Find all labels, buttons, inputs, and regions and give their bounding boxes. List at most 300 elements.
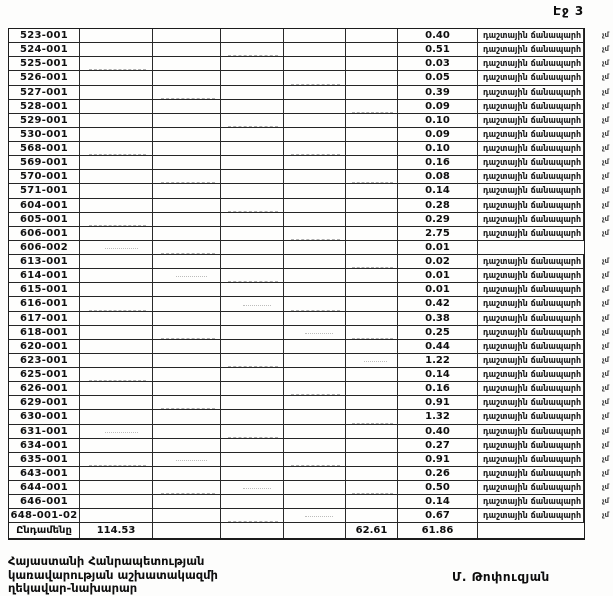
- table-row: [9, 100, 609, 114]
- road-code: 620-001: [20, 340, 68, 352]
- road-type-cell: [478, 227, 584, 240]
- empty-cell: [346, 213, 398, 226]
- empty-cell: [80, 312, 153, 325]
- empty-cell: [284, 410, 346, 423]
- empty-cell: [221, 184, 284, 197]
- length-value-cell: [398, 439, 478, 452]
- empty-cell: [153, 340, 221, 353]
- empty-cell: [284, 213, 346, 226]
- empty-cell: [221, 57, 284, 70]
- road-type-cell: [478, 297, 584, 310]
- length-value-cell: [398, 340, 478, 353]
- road-code: 634-001: [20, 439, 68, 451]
- table-row: [9, 312, 609, 326]
- road-code-cell: [9, 43, 80, 56]
- road-code-cell: [9, 326, 80, 339]
- road-type-cell: [478, 156, 584, 169]
- road-type-cell: [478, 269, 584, 282]
- table-row: [9, 269, 609, 283]
- length-value: 2.75: [425, 227, 450, 239]
- empty-cell: [478, 523, 584, 537]
- footer-org-line: ղեկավար-նախարար: [8, 581, 138, 595]
- empty-cell: [153, 382, 221, 395]
- empty-cell: [284, 425, 346, 438]
- table-row: [9, 439, 609, 453]
- empty-cell: [284, 57, 346, 70]
- empty-cell: [153, 156, 221, 169]
- road-type: դաշտային ճանապարհ: [483, 200, 582, 210]
- empty-cell: [80, 269, 153, 282]
- length-value: 1.32: [425, 411, 450, 423]
- empty-cell: [221, 481, 284, 494]
- road-code-cell: [9, 509, 80, 522]
- empty-cell: [346, 114, 398, 127]
- road-code-cell: [9, 86, 80, 99]
- total-col2-value: 114.53: [96, 524, 136, 536]
- empty-cell: [346, 297, 398, 310]
- table-row: [9, 509, 609, 523]
- footer-org-line: Հայաստանի Հանրապետության: [8, 554, 205, 568]
- length-value-cell: [398, 241, 478, 254]
- signatory-name: Մ. Թոփուզյան: [452, 570, 550, 584]
- road-type-cell: [478, 128, 584, 141]
- road-code-cell: [9, 255, 80, 268]
- road-type-cell: [478, 509, 584, 522]
- empty-cell: [80, 213, 153, 226]
- empty-cell: [346, 382, 398, 395]
- road-type-cell: [478, 481, 584, 494]
- length-value: 0.09: [425, 128, 450, 140]
- length-value-cell: [398, 396, 478, 409]
- road-code-cell: [9, 114, 80, 127]
- empty-cell: [153, 354, 221, 367]
- empty-cell: [153, 495, 221, 508]
- empty-cell: [153, 199, 221, 212]
- empty-cell: [284, 297, 346, 310]
- road-type-cell: [478, 241, 584, 254]
- length-value-cell: [398, 467, 478, 480]
- empty-cell: [80, 354, 153, 367]
- empty-cell: [284, 481, 346, 494]
- length-value: 0.05: [425, 72, 450, 84]
- road-code-cell: [9, 199, 80, 212]
- empty-cell: [153, 241, 221, 254]
- margin-note: չմ: [601, 271, 609, 280]
- road-type-cell: [478, 184, 584, 197]
- empty-cell: [221, 312, 284, 325]
- empty-cell: [346, 29, 398, 42]
- road-type: դաշտային ճանապարհ: [483, 87, 582, 97]
- table-row: [9, 71, 609, 85]
- empty-cell: [284, 227, 346, 240]
- road-type-cell: [478, 142, 584, 155]
- table-row: [9, 170, 609, 184]
- empty-cell: [221, 255, 284, 268]
- length-value: 0.91: [425, 453, 450, 465]
- table-row: [9, 326, 609, 340]
- margin-note: չմ: [601, 384, 609, 393]
- margin-note: չմ: [601, 172, 609, 181]
- table-row: [9, 57, 609, 71]
- empty-cell: [346, 425, 398, 438]
- empty-cell: [221, 156, 284, 169]
- road-type-cell: [478, 354, 584, 367]
- empty-cell: [346, 509, 398, 522]
- road-type-cell: [478, 425, 584, 438]
- empty-cell: [153, 467, 221, 480]
- total-col6-cell: [346, 523, 398, 537]
- empty-cell: [346, 326, 398, 339]
- length-value-cell: [398, 114, 478, 127]
- empty-cell: [221, 269, 284, 282]
- empty-cell: [221, 199, 284, 212]
- road-type-cell: [478, 43, 584, 56]
- empty-cell: [153, 481, 221, 494]
- empty-cell: [221, 523, 284, 537]
- length-value-cell: [398, 43, 478, 56]
- length-value: 0.40: [425, 425, 450, 437]
- length-value-cell: [398, 312, 478, 325]
- road-type: դաշտային ճանապարհ: [483, 511, 582, 521]
- margin-note: չմ: [601, 412, 609, 421]
- empty-cell: [221, 114, 284, 127]
- road-code: 625-001: [20, 369, 68, 381]
- margin-note: չմ: [601, 257, 609, 265]
- empty-cell: [346, 199, 398, 212]
- table-body: [9, 29, 609, 538]
- empty-cell: [153, 57, 221, 70]
- table-row: [9, 354, 609, 368]
- length-value-cell: [398, 453, 478, 466]
- road-code-cell: [9, 170, 80, 183]
- empty-cell: [80, 71, 153, 84]
- empty-cell: [221, 43, 284, 56]
- empty-cell: [80, 100, 153, 113]
- length-value: 1.22: [425, 354, 450, 366]
- empty-cell: [80, 425, 153, 438]
- road-type: դաշտային ճանապարհ: [483, 172, 582, 182]
- road-type: դաշտային ճանապարհ: [483, 496, 582, 507]
- road-type-cell: [478, 410, 584, 423]
- empty-cell: [153, 269, 221, 282]
- road-code: 615-001: [20, 284, 68, 296]
- empty-cell: [80, 128, 153, 141]
- empty-cell: [284, 71, 346, 84]
- road-type: դաշտային ճանապարհ: [483, 482, 582, 493]
- road-type-cell: [478, 283, 584, 296]
- length-value-cell: [398, 509, 478, 522]
- total-col7-value: 61.86: [421, 524, 454, 536]
- empty-cell: [80, 297, 153, 310]
- empty-cell: [153, 213, 221, 226]
- empty-cell: [346, 410, 398, 423]
- length-value: 0.25: [425, 326, 450, 338]
- footer-org-line: կառավարության աշխատակազմի: [8, 567, 218, 582]
- empty-cell: [346, 368, 398, 381]
- table-row: [9, 425, 609, 439]
- margin-note: չմ: [601, 285, 609, 294]
- empty-cell: [221, 467, 284, 480]
- road-type: դաշտային ճանապարհ: [483, 440, 582, 450]
- length-value-cell: [398, 481, 478, 494]
- road-code: 646-001: [20, 496, 68, 508]
- margin-note: չմ: [601, 483, 609, 491]
- road-code-cell: [9, 312, 80, 325]
- length-value: 0.29: [425, 213, 450, 225]
- empty-cell: [153, 523, 221, 537]
- length-value-cell: [398, 269, 478, 282]
- road-type-cell: [478, 326, 584, 339]
- road-type: դաշտային ճանապարհ: [483, 412, 582, 422]
- empty-cell: [221, 227, 284, 240]
- empty-cell: [284, 354, 346, 367]
- empty-cell: [346, 156, 398, 169]
- empty-cell: [221, 509, 284, 522]
- margin-note: չմ: [601, 101, 609, 110]
- empty-cell: [346, 312, 398, 325]
- road-code: 527-001: [20, 86, 68, 98]
- length-value-cell: [398, 142, 478, 155]
- empty-cell: [284, 269, 346, 282]
- length-value: 0.51: [425, 44, 450, 56]
- margin-note: չմ: [601, 31, 609, 39]
- length-value-cell: [398, 354, 478, 367]
- margin-note: չմ: [601, 45, 609, 54]
- road-code-cell: [9, 241, 80, 254]
- road-type-cell: [478, 340, 584, 353]
- empty-cell: [153, 368, 221, 381]
- empty-cell: [284, 453, 346, 466]
- empty-cell: [221, 396, 284, 409]
- length-value: 0.40: [425, 30, 450, 42]
- length-value: 0.42: [425, 298, 450, 310]
- margin-note: չմ: [601, 228, 609, 237]
- empty-cell: [80, 227, 153, 240]
- road-code-cell: [9, 368, 80, 381]
- road-type: դաշտային ճանապարհ: [483, 214, 582, 224]
- length-value-cell: [398, 255, 478, 268]
- road-code: 630-001: [20, 411, 68, 423]
- road-type-cell: [478, 453, 584, 466]
- road-code: 525-001: [20, 58, 68, 70]
- length-value: 0.16: [425, 383, 450, 395]
- length-value: 0.14: [425, 369, 450, 381]
- margin-note: չմ: [601, 440, 609, 449]
- road-code-cell: [9, 425, 80, 438]
- empty-cell: [284, 128, 346, 141]
- table-row: [9, 495, 609, 509]
- empty-cell: [221, 241, 284, 254]
- empty-cell: [284, 255, 346, 268]
- road-code-cell: [9, 71, 80, 84]
- empty-cell: [284, 340, 346, 353]
- table-row: [9, 396, 609, 410]
- total-col7-cell: [398, 523, 478, 537]
- road-code: 568-001: [20, 143, 68, 155]
- road-code-cell: [9, 213, 80, 226]
- empty-cell: [153, 425, 221, 438]
- length-value: 0.14: [425, 496, 450, 508]
- length-value-cell: [398, 128, 478, 141]
- length-value-cell: [398, 86, 478, 99]
- empty-cell: [153, 227, 221, 240]
- length-value-cell: [398, 283, 478, 296]
- empty-cell: [80, 156, 153, 169]
- margin-note: չմ: [601, 158, 609, 167]
- empty-cell: [153, 43, 221, 56]
- empty-cell: [80, 283, 153, 296]
- empty-cell: [153, 326, 221, 339]
- empty-cell: [153, 297, 221, 310]
- margin-note: չմ: [601, 73, 609, 82]
- empty-cell: [80, 114, 153, 127]
- empty-cell: [80, 439, 153, 452]
- table-row: [9, 481, 609, 495]
- road-code: 606-002: [20, 241, 68, 253]
- table-row: [9, 453, 609, 467]
- empty-cell: [346, 241, 398, 254]
- road-code: 570-001: [20, 171, 68, 183]
- road-code: 606-001: [20, 227, 68, 239]
- road-code-cell: [9, 227, 80, 240]
- margin-note: չմ: [601, 115, 609, 124]
- margin-note: չմ: [601, 468, 609, 477]
- road-type: դաշտային ճանապարհ: [483, 398, 582, 408]
- length-value: 0.27: [425, 439, 450, 451]
- empty-cell: [80, 86, 153, 99]
- length-value: 0.10: [425, 143, 450, 155]
- road-type: դաշտային ճանապարհ: [483, 115, 582, 126]
- length-value: 0.28: [425, 199, 450, 211]
- empty-cell: [80, 184, 153, 197]
- length-value: 0.16: [425, 157, 450, 169]
- empty-cell: [284, 156, 346, 169]
- margin-note: չմ: [601, 144, 609, 152]
- length-value-cell: [398, 29, 478, 42]
- empty-cell: [284, 509, 346, 522]
- road-code-cell: [9, 142, 80, 155]
- empty-cell: [284, 439, 346, 452]
- road-type: դաշտային ճանապարհ: [483, 157, 582, 168]
- road-type: դաշտային ճանապարհ: [483, 313, 582, 323]
- empty-cell: [346, 142, 398, 155]
- empty-cell: [346, 495, 398, 508]
- road-type: դաշտային ճանապարհ: [483, 369, 582, 380]
- empty-cell: [80, 509, 153, 522]
- road-type-cell: [478, 170, 584, 183]
- road-type: դաշտային ճանապարհ: [483, 73, 582, 83]
- empty-cell: [80, 142, 153, 155]
- empty-cell: [284, 467, 346, 480]
- empty-cell: [221, 128, 284, 141]
- empty-cell: [80, 57, 153, 70]
- road-type: դաշտային ճանապարհ: [483, 143, 582, 154]
- table-row: [9, 368, 609, 382]
- empty-cell: [153, 439, 221, 452]
- length-value-cell: [398, 156, 478, 169]
- margin-note: չմ: [601, 426, 609, 435]
- empty-cell: [153, 100, 221, 113]
- empty-cell: [80, 481, 153, 494]
- table-row: [9, 43, 609, 57]
- empty-cell: [80, 396, 153, 409]
- table-row: [9, 114, 609, 128]
- empty-cell: [153, 283, 221, 296]
- road-type: դաշտային ճանապարհ: [483, 355, 582, 366]
- road-code: 623-001: [20, 354, 68, 366]
- table-row: [9, 227, 609, 241]
- length-value: 0.26: [425, 467, 450, 479]
- empty-cell: [346, 340, 398, 353]
- empty-cell: [153, 71, 221, 84]
- empty-cell: [284, 312, 346, 325]
- length-value: 0.38: [425, 312, 450, 324]
- margin-note: չմ: [601, 454, 609, 463]
- length-value: 0.08: [425, 171, 450, 183]
- empty-cell: [284, 283, 346, 296]
- road-type-cell: [478, 86, 584, 99]
- empty-cell: [80, 241, 153, 254]
- empty-cell: [346, 100, 398, 113]
- length-value-cell: [398, 368, 478, 381]
- road-code-cell: [9, 29, 80, 42]
- length-value: 0.14: [425, 185, 450, 197]
- road-type: դաշտային ճանապարհ: [483, 327, 582, 337]
- margin-note: չմ: [601, 511, 609, 520]
- road-type: դաշտային ճանապարհ: [483, 383, 582, 394]
- table-row: [9, 156, 609, 170]
- table-row: [9, 255, 609, 269]
- empty-cell: [346, 86, 398, 99]
- road-type: դաշտային ճանապարհ: [483, 256, 582, 267]
- road-code-cell: [9, 453, 80, 466]
- road-code: 613-001: [20, 256, 68, 268]
- length-value: 0.01: [425, 270, 450, 282]
- road-code: 635-001: [20, 453, 68, 465]
- empty-cell: [153, 184, 221, 197]
- road-code-cell: [9, 57, 80, 70]
- length-value: 0.02: [425, 256, 450, 268]
- empty-cell: [221, 86, 284, 99]
- empty-cell: [346, 255, 398, 268]
- empty-cell: [284, 114, 346, 127]
- table-row: [9, 410, 609, 424]
- empty-cell: [80, 368, 153, 381]
- empty-cell: [284, 523, 346, 537]
- margin-note: չմ: [601, 398, 609, 407]
- road-type: դաշտային ճանապարհ: [483, 30, 582, 41]
- empty-cell: [80, 199, 153, 212]
- road-type-cell: [478, 312, 584, 325]
- margin-note: չմ: [601, 59, 609, 68]
- road-code: 526-001: [20, 72, 68, 84]
- empty-cell: [221, 410, 284, 423]
- road-type: դաշտային ճանապարհ: [483, 129, 582, 140]
- length-value-cell: [398, 326, 478, 339]
- table-row: [9, 241, 584, 255]
- road-code-cell: [9, 354, 80, 367]
- road-code: 648-001-02: [10, 510, 78, 522]
- road-type-cell: [478, 71, 584, 84]
- empty-cell: [346, 354, 398, 367]
- road-code: 529-001: [20, 114, 68, 126]
- empty-cell: [221, 368, 284, 381]
- empty-cell: [346, 184, 398, 197]
- length-value-cell: [398, 57, 478, 70]
- road-type-cell: [478, 213, 584, 226]
- road-code-cell: [9, 439, 80, 452]
- table-row: [9, 86, 609, 100]
